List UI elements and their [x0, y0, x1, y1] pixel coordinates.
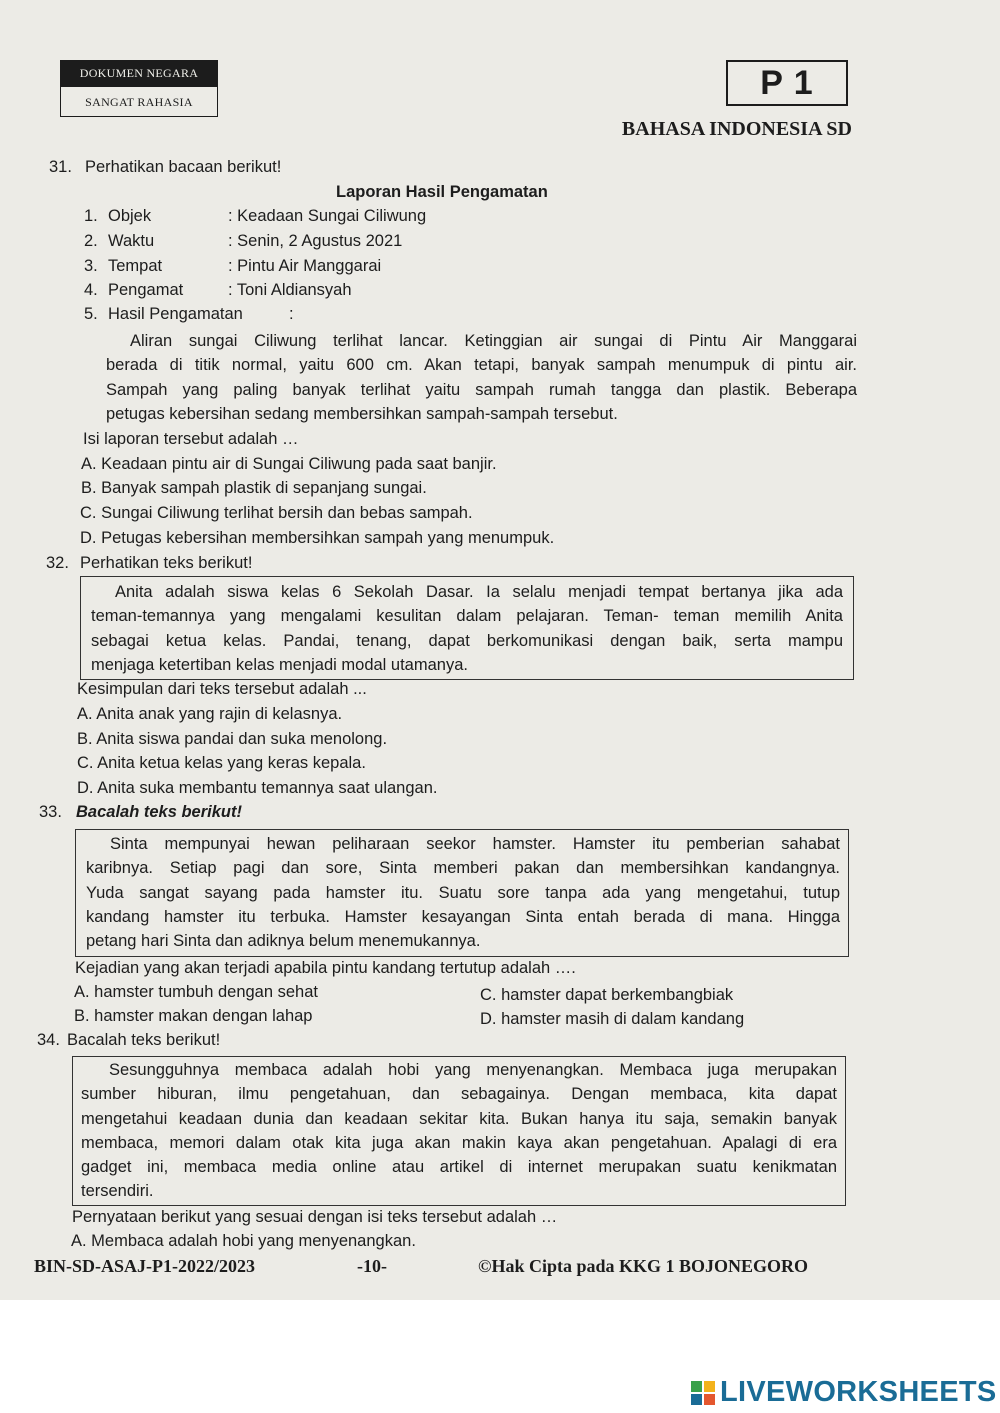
option-31-a[interactable]: A. Keadaan pintu air di Sungai Ciliwung pada saat banjir. [81, 455, 497, 473]
option-31-d[interactable]: D. Petugas kebersihan membersihkan sampah yang menumpuk. [80, 529, 555, 547]
passage-line: membaca, memori dalam otak kita juga akan makin kaya akan pengetahuan. Apalagi di era [81, 1133, 837, 1152]
option-32-d[interactable]: D. Anita suka membantu temannya saat ulangan. [77, 779, 438, 797]
passage-line: gadget ini, membaca media online atau artikel di internet merupakan suatu kenikmatan [81, 1158, 837, 1177]
report-field-label: Pengamat [108, 281, 184, 299]
passage-line: mengetahui keadaan dunia dan keadaan sekitar kita. Bukan hanya itu saja, semakin banyak [81, 1109, 837, 1128]
report-field-no: 3. [84, 257, 98, 275]
passage-line: Sesungguhnya membaca adalah hobi yang menyenangkan. Membaca juga merupakan [109, 1061, 837, 1079]
option-31-b[interactable]: B. Banyak sampah plastik di sepanjang sungai. [81, 479, 427, 497]
passage-line: kandang hamster itu terbuka. Hamster kesayangan Sinta entah berada di mana. Hingga [86, 907, 840, 926]
report-field-no: 5. [84, 305, 98, 323]
paragraph-line: Aliran sungai Ciliwung terlihat lancar. Ketinggian air sungai di Pintu Air Manggarai [130, 332, 857, 350]
question-33-number: 33. [39, 803, 62, 821]
report-field-value: : [289, 305, 294, 323]
question-32-number: 32. [46, 554, 69, 572]
question-31-text: Isi laporan tersebut adalah … [83, 430, 299, 448]
passage-text-34 [81, 1058, 837, 1204]
option-31-c[interactable]: C. Sungai Ciliwung terlihat bersih dan bebas sampah. [80, 504, 473, 522]
stamp-dokumen-negara: DOKUMEN NEGARA [60, 60, 218, 86]
question-31-prompt: Perhatikan bacaan berikut! [85, 158, 282, 176]
option-33-b[interactable]: B. hamster makan dengan lahap [74, 1007, 313, 1025]
passage-line: menjaga ketertiban kelas menjadi modal utamanya. [91, 655, 468, 674]
passage-line: sebagai ketua kelas. Pandai, tenang, dapat berkomunikasi dengan baik, serta mampu [91, 631, 843, 650]
report-field-value: : Toni Aldiansyah [228, 281, 352, 299]
report-field-no: 4. [84, 281, 98, 299]
report-field-value: : Pintu Air Manggarai [228, 257, 382, 275]
liveworksheets-watermark [690, 1376, 997, 1409]
report-paragraph [106, 329, 857, 426]
option-33-c[interactable]: C. hamster dapat berkembangbiak [480, 986, 734, 1004]
page-number: -10- [357, 1256, 387, 1276]
option-32-b[interactable]: B. Anita siswa pandai dan suka menolong. [77, 730, 388, 748]
passage-box-34 [72, 1056, 846, 1206]
report-field-label: Objek [108, 207, 152, 225]
stamp-sangat-rahasia: SANGAT RAHASIA [60, 86, 218, 117]
copyright-text: ©Hak Cipta pada KKG 1 BOJONEGORO [478, 1256, 809, 1276]
paragraph-line: petugas kebersihan sedang membersihkan sampah-sampah tersebut. [106, 404, 618, 423]
option-34-a[interactable]: A. Membaca adalah hobi yang menyenangkan. [71, 1232, 416, 1250]
report-field-no: 2. [84, 232, 98, 250]
passage-line: sumber hiburan, ilmu pengetahuan, dan sebagainya. Dengan membaca, kita dapat [81, 1085, 837, 1104]
passage-line: tersendiri. [81, 1182, 154, 1201]
passage-line: petang hari Sinta dan adiknya belum menemukannya. [86, 932, 481, 951]
option-33-a[interactable]: A. hamster tumbuh dengan sehat [74, 983, 318, 1001]
question-34-number: 34. [37, 1031, 60, 1049]
passage-text-32 [91, 580, 843, 677]
question-33-text: Kejadian yang akan terjadi apabila pintu kandang tertutup adalah …. [75, 959, 576, 977]
question-32-text: Kesimpulan dari teks tersebut adalah ... [77, 680, 367, 698]
paragraph-line: berada di titik normal, yaitu 600 cm. Akan tetapi, banyak sampah menumpuk di pintu air. [106, 356, 857, 375]
passage-box-32 [80, 576, 854, 680]
passage-text-33 [86, 832, 840, 953]
question-34-text: Pernyataan berikut yang sesuai dengan isi teks tersebut adalah … [72, 1208, 558, 1226]
liveworksheets-logo-text: LIVEWORKSHEETS [720, 1376, 997, 1408]
question-34-prompt: Bacalah teks berikut! [67, 1031, 221, 1049]
report-field-label: Waktu [108, 232, 155, 250]
report-field-no: 1. [84, 207, 98, 225]
passage-line: teman-temannya yang mengalami kesulitan dalam pelajaran. Teman- teman memilih Anita [91, 607, 843, 626]
question-31-number: 31. [49, 158, 72, 176]
passage-line: karibnya. Setiap pagi dan sore, Sinta memberi pakan dan membersihkan kandangnya. [86, 859, 840, 878]
paket-code-box: P 1 [726, 60, 848, 106]
passage-line: Yuda sangat sayang pada hamster itu. Suatu sore tanpa ada yang mengetahui, tutup [86, 883, 840, 902]
exam-code: BIN-SD-ASAJ-P1-2022/2023 [34, 1256, 256, 1276]
report-field-value: : Keadaan Sungai Ciliwung [228, 207, 427, 225]
liveworksheets-logo-icon [690, 1380, 716, 1406]
subject-title: BAHASA INDONESIA SD [621, 118, 852, 140]
question-32-prompt: Perhatikan teks berikut! [80, 554, 253, 572]
passage-line: Anita adalah siswa kelas 6 Sekolah Dasar. Ia selalu menjadi tempat bertanya jika ada [115, 583, 843, 601]
report-field-value: : Senin, 2 Agustus 2021 [228, 232, 403, 250]
report-title: Laporan Hasil Pengamatan [336, 183, 548, 201]
paragraph-line: Sampah yang paling banyak terlihat yaitu sampah rumah tangga dan plastik. Beberapa [106, 380, 857, 399]
report-field-label: Hasil Pengamatan [108, 305, 243, 323]
passage-box-33 [75, 829, 849, 957]
report-field-label: Tempat [108, 257, 163, 275]
option-32-c[interactable]: C. Anita ketua kelas yang keras kepala. [77, 754, 366, 772]
option-32-a[interactable]: A. Anita anak yang rajin di kelasnya. [77, 705, 343, 723]
passage-line: Sinta mempunyai hewan peliharaan seekor hamster. Hamster itu pemberian sahabat [110, 835, 840, 853]
option-33-d[interactable]: D. hamster masih di dalam kandang [480, 1010, 745, 1028]
question-33-prompt: Bacalah teks berikut! [76, 803, 242, 821]
